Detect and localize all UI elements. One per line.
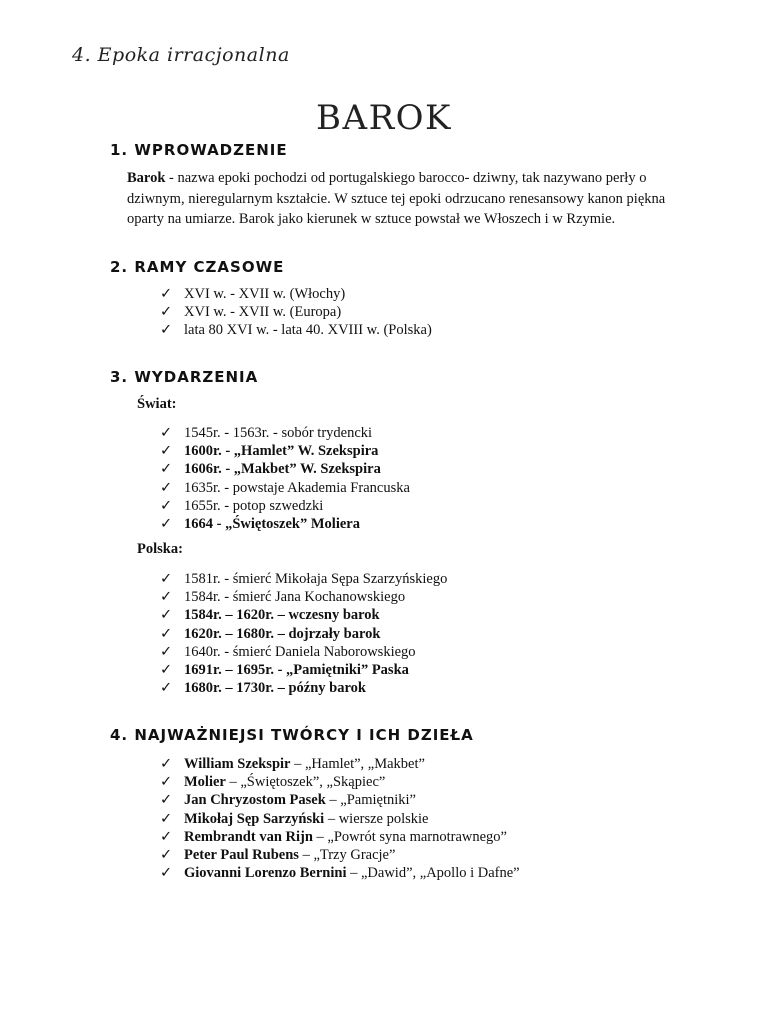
chapter-note: 4. Epoka irracjonalna <box>72 44 290 66</box>
list-item-bold-text: 1584r. – 1620r. – wczesny barok <box>184 607 380 624</box>
list-item <box>160 810 520 828</box>
checkmark-icon: ✓ <box>160 479 173 496</box>
events-poland-list <box>160 570 447 697</box>
list-item-bold-text: 1691r. – 1695r. - „Pamiętniki” Paska <box>184 662 409 679</box>
checkmark-icon: ✓ <box>160 756 173 772</box>
list-item-text: 1545r. - 1563r. - sobór trydencki <box>184 425 373 441</box>
list-item <box>160 606 447 624</box>
list-item <box>160 864 520 882</box>
list-item <box>160 442 410 460</box>
checkmark-icon: ✓ <box>160 286 173 302</box>
list-item-bold-text: 1664 - „Świętoszek” Moliera <box>184 516 360 533</box>
list-item <box>160 625 447 643</box>
list-item <box>160 679 447 697</box>
checkmark-icon: ✓ <box>160 625 173 642</box>
list-item <box>160 755 520 773</box>
list-item-text: – „Hamlet”, „Makbet” <box>290 756 425 772</box>
events-poland-label: Polska: <box>137 541 183 557</box>
list-item-bold-text: Giovanni Lorenzo Bernini <box>184 865 347 882</box>
list-item-text: 1635r. - powstaje Akademia Francuska <box>184 479 410 496</box>
list-item-bold-text: Jan Chryzostom Pasek <box>184 792 326 809</box>
list-item <box>160 828 520 846</box>
events-world-list <box>160 424 410 533</box>
list-item <box>160 588 447 606</box>
list-item-bold-text: Peter Paul Rubens <box>184 847 299 864</box>
list-item <box>160 424 410 442</box>
list-item-text: – „Trzy Gracje” <box>298 847 396 864</box>
list-item-bold-text: Molier <box>184 774 226 791</box>
checkmark-icon: ✓ <box>160 304 173 321</box>
list-item <box>160 661 447 679</box>
list-item-bold-text: 1606r. - „Makbet” W. Szekspira <box>184 461 381 478</box>
section-heading-introduction: 1. WPROWADZENIE <box>110 141 288 159</box>
list-item-text: – „Powrót syna marnotrawnego” <box>312 828 507 845</box>
list-item-text: 1581r. - śmierć Mikołaja Sępa Szarzyńskiego <box>184 571 448 587</box>
list-item-bold-text: Rembrandt van Rijn <box>184 828 313 845</box>
list-item-text: 1640r. - śmierć Daniela Naborowskiego <box>184 643 416 660</box>
checkmark-icon: ✓ <box>160 425 173 441</box>
list-item-bold-text: 1600r. - „Hamlet” W. Szekspira <box>184 443 379 460</box>
list-item <box>160 846 520 864</box>
list-item-text: – „Pamiętniki” <box>325 792 416 809</box>
timeframe-list <box>160 285 432 340</box>
list-item <box>160 570 447 588</box>
list-item <box>160 515 410 533</box>
list-item-text: XVI w. - XVII w. (Europa) <box>184 304 342 321</box>
list-item-text: 1655r. - potop szwedzki <box>184 497 324 514</box>
list-item-bold-text: 1620r. – 1680r. – dojrzały barok <box>184 625 381 642</box>
checkmark-icon: ✓ <box>160 810 173 827</box>
checkmark-icon: ✓ <box>160 847 173 864</box>
checkmark-icon: ✓ <box>160 571 173 587</box>
checkmark-icon: ✓ <box>160 607 173 624</box>
checkmark-icon: ✓ <box>160 643 173 660</box>
checkmark-icon: ✓ <box>160 516 173 533</box>
list-item-bold-text: William Szekspir <box>184 756 291 772</box>
page-title: BAROK <box>316 98 452 138</box>
section-heading-timeframe: 2. RAMY CZASOWE <box>110 258 285 276</box>
list-item <box>160 643 447 661</box>
list-item-text: – „Dawid”, „Apollo i Dafne” <box>346 865 520 882</box>
list-item-bold-text: Mikołaj Sęp Sarzyński <box>184 810 325 827</box>
checkmark-icon: ✓ <box>160 865 173 882</box>
list-item <box>160 479 410 497</box>
introduction-paragraph <box>127 168 677 230</box>
section-heading-events: 3. WYDARZENIA <box>110 368 259 386</box>
list-item-text: – „Świętoszek”, „Skąpiec” <box>225 774 386 791</box>
checkmark-icon: ✓ <box>160 774 173 791</box>
list-item <box>160 497 410 515</box>
list-item <box>160 303 432 321</box>
list-item <box>160 773 520 791</box>
checkmark-icon: ✓ <box>160 792 173 809</box>
list-item <box>160 285 432 303</box>
term-definition: - nazwa epoki pochodzi od portugalskiego barocco- dziwny, tak nazywano perły o dziwnym, nieregularnym kształcie. W sztuce tej epoki odrzucano renesansowy kanon piękna oparty na umiarze. Barok jako kierunek w sztuce powstał we Włoszech i w Rzymie. <box>127 170 666 227</box>
list-item <box>160 321 432 339</box>
list-item <box>160 460 410 478</box>
checkmark-icon: ✓ <box>160 322 173 339</box>
events-world-label: Świat: <box>137 396 177 412</box>
checkmark-icon: ✓ <box>160 589 173 606</box>
checkmark-icon: ✓ <box>160 497 173 514</box>
list-item-bold-text: 1680r. – 1730r. – późny barok <box>184 680 366 697</box>
checkmark-icon: ✓ <box>160 662 173 679</box>
checkmark-icon: ✓ <box>160 680 173 697</box>
creators-list <box>160 755 520 882</box>
list-item <box>160 791 520 809</box>
checkmark-icon: ✓ <box>160 443 173 460</box>
section-heading-creators: 4. NAJWAŻNIEJSI TWÓRCY I ICH DZIEŁA <box>110 726 474 744</box>
checkmark-icon: ✓ <box>160 828 173 845</box>
list-item-text: XVI w. - XVII w. (Włochy) <box>184 286 346 302</box>
list-item-text: 1584r. - śmierć Jana Kochanowskiego <box>184 589 406 606</box>
term-barok: Barok <box>127 170 166 186</box>
checkmark-icon: ✓ <box>160 461 173 478</box>
list-item-text: – wiersze polskie <box>324 810 429 827</box>
list-item-text: lata 80 XVI w. - lata 40. XVIII w. (Polska) <box>184 322 432 339</box>
